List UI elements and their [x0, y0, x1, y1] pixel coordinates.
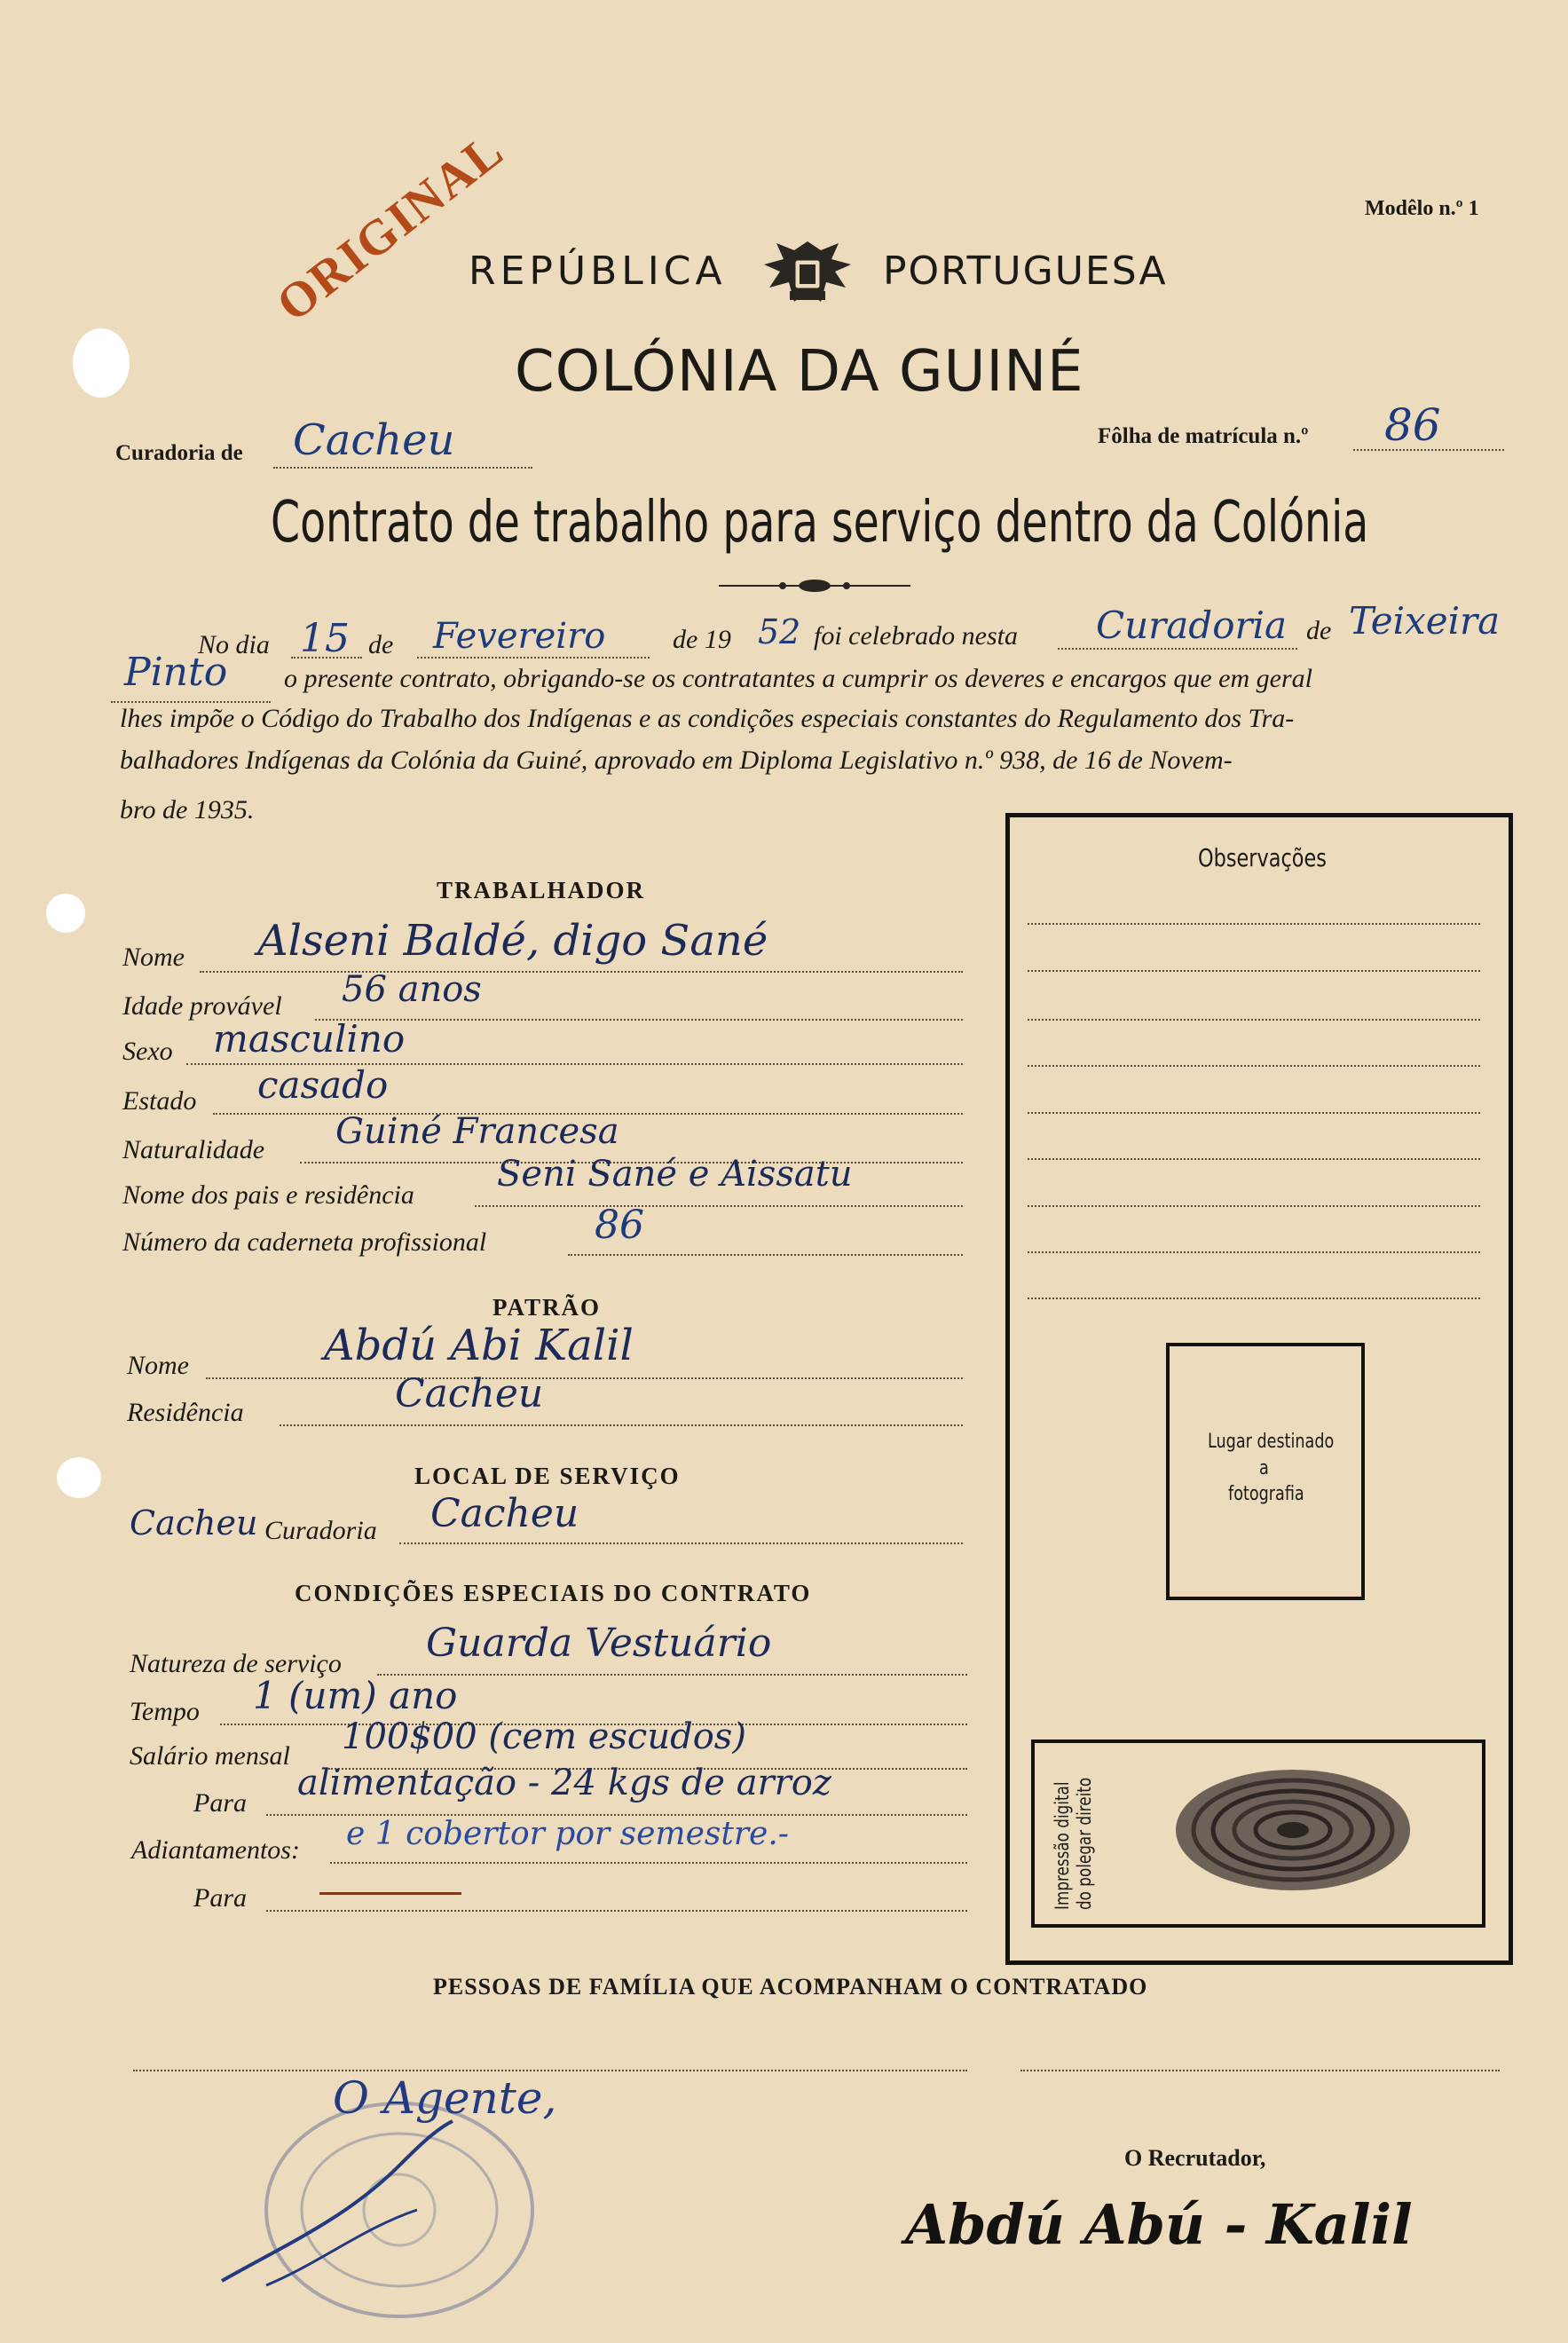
folha-label: Fôlha de matrícula n.º: [1098, 424, 1309, 448]
salario-value: 100$00 (cem escudos): [342, 1716, 746, 1757]
curadoria-value: Cacheu: [293, 415, 455, 465]
naturalidade-label: Naturalidade: [122, 1135, 265, 1164]
local2-value: Teixeira: [1349, 599, 1501, 643]
salario-label: Salário mensal: [130, 1741, 290, 1771]
pais-value: Seni Sané e Aissatu: [497, 1154, 853, 1195]
para-no-dia: No dia: [198, 630, 270, 659]
punch-hole-middle: [46, 894, 85, 933]
obs-line-9: [1028, 1298, 1480, 1299]
idade-label: Idade provável: [122, 991, 282, 1021]
contract-title: Contrato de trabalho para serviço dentro da Colónia: [271, 490, 1369, 556]
coat-of-arms-icon: [759, 238, 856, 316]
estado-label: Estado: [122, 1086, 197, 1116]
sexo-value: masculino: [213, 1017, 406, 1061]
dia-value: 15: [300, 616, 350, 661]
natureza-value: Guarda Vestuário: [426, 1621, 772, 1666]
patrao-nome-label: Nome: [127, 1351, 189, 1380]
folha-value: 86: [1384, 399, 1441, 451]
model-number: Modêlo n.º 1: [1365, 197, 1479, 220]
nome-line: [200, 971, 963, 973]
republica-right: PORTUGUESA: [883, 248, 1168, 294]
obs-line-8: [1028, 1251, 1480, 1253]
trabalhador-heading: TRABALHADOR: [437, 877, 646, 903]
pais-line: [475, 1205, 963, 1207]
nome-value: Alseni Baldé, digo Sané: [257, 916, 768, 966]
tempo-label: Tempo: [130, 1697, 200, 1726]
punch-hole-lower: [57, 1457, 101, 1498]
obs-line-3: [1028, 1019, 1480, 1021]
natureza-line: [377, 1674, 967, 1676]
familia-line-2: [1020, 2070, 1500, 2071]
sexo-label: Sexo: [122, 1037, 173, 1066]
thumbprint-icon: [1170, 1764, 1416, 1896]
adiantamentos-label: Adiantamentos:: [131, 1835, 300, 1865]
obs-line-6: [1028, 1158, 1480, 1160]
obs-line-7: [1028, 1205, 1480, 1207]
mes-line: [417, 657, 650, 659]
patrao-nome-line: [206, 1377, 963, 1379]
photo-line-1: Lugar destinado: [1208, 1431, 1335, 1453]
residencia-value: Cacheu: [395, 1371, 544, 1416]
para-line5: bro de 1935.: [120, 795, 255, 824]
curadoria-label: Curadoria de: [115, 441, 243, 465]
idade-line: [315, 1019, 963, 1021]
colony-title: COLÓNIA DA GUINÉ: [515, 339, 1084, 405]
ornament-divider: [717, 575, 912, 596]
obs-line-2: [1028, 970, 1480, 972]
thumb-line-1: Impressão digital: [1052, 1781, 1073, 1910]
para1-label: Para: [193, 1788, 247, 1818]
para2-label: Para: [193, 1883, 247, 1913]
familia-line-1: [133, 2070, 967, 2071]
obs-line-1: [1028, 923, 1480, 925]
local1-value: Curadoria: [1096, 604, 1288, 647]
mes-value: Fevereiro: [433, 616, 606, 657]
adiantamentos-value: e 1 cobertor por semestre.-: [346, 1816, 789, 1852]
familia-heading: PESSOAS DE FAMÍLIA QUE ACOMPANHAM O CONTRATADO: [433, 1974, 1148, 2000]
photo-line-2: a: [1259, 1457, 1269, 1479]
caderneta-line: [568, 1254, 963, 1256]
local-curadoria-line: [399, 1542, 963, 1544]
pais-label: Nome dos pais e residência: [122, 1180, 414, 1210]
local1-line: [1058, 648, 1297, 650]
tempo-value: 1 (um) ano: [253, 1674, 458, 1717]
recrutador-signature: Abdú Abú - Kalil: [905, 2192, 1413, 2257]
para-line3: lhes impõe o Código do Trabalho dos Indígenas e as condições especiais constantes do Regulamento dos Tra-: [120, 704, 1295, 733]
nome-label: Nome: [122, 943, 185, 972]
photo-line-3: fotografia: [1228, 1483, 1304, 1505]
republica-left: REPÚBLICA: [469, 248, 727, 294]
para-de-ano: de 19: [673, 625, 731, 654]
signature-strokes-icon: [213, 2112, 497, 2290]
para-celebrado: foi celebrado nesta: [814, 621, 1018, 651]
naturalidade-value: Guiné Francesa: [335, 1111, 619, 1152]
curadoria-line: [273, 467, 532, 469]
recrutador-label: O Recrutador,: [1124, 2145, 1266, 2171]
para-line4: balhadores Indígenas da Colónia da Guiné, aprovado em Diploma Legislativo n.º 938, de 16 de Novem-: [120, 746, 1233, 775]
caderneta-label: Número da caderneta profissional: [122, 1227, 487, 1257]
para-line2: o presente contrato, obrigando-se os contratantes a cumprir os deveres e encargos que em geral: [284, 664, 1312, 693]
para1-value: alimentação - 24 kgs de arroz: [297, 1763, 831, 1803]
observations-heading: Observações: [1198, 843, 1327, 872]
obs-line-4: [1028, 1065, 1480, 1067]
punch-hole-top: [73, 328, 130, 398]
patrao-nome-value: Abdú Abi Kalil: [324, 1321, 634, 1370]
adiantamentos-line: [330, 1862, 967, 1864]
obs-line-5: [1028, 1112, 1480, 1114]
local3-line: [111, 701, 271, 703]
local-curadoria-value: Cacheu: [430, 1491, 579, 1536]
para2-stroke: [319, 1892, 461, 1895]
thumb-line-2: do polegar direito: [1074, 1777, 1095, 1910]
local-curadoria-label: Curadoria: [264, 1516, 377, 1545]
agente-signature: O Agente,: [333, 2072, 557, 2124]
para-de2: de: [1306, 616, 1332, 645]
original-stamp: ORIGINAL: [266, 122, 515, 333]
condicoes-heading: CONDIÇÕES ESPECIAIS DO CONTRATO: [295, 1580, 812, 1606]
local-servico-heading: LOCAL DE SERVIÇO: [414, 1463, 681, 1489]
residencia-label: Residência: [127, 1398, 244, 1427]
patrao-heading: PATRÃO: [492, 1294, 601, 1321]
local3-value: Pinto: [124, 650, 228, 695]
residencia-line: [280, 1424, 963, 1426]
natureza-label: Natureza de serviço: [130, 1649, 342, 1678]
estado-value: casado: [257, 1063, 389, 1107]
para2-line: [266, 1910, 967, 1912]
ano-value: 52: [758, 612, 801, 651]
caderneta-value: 86: [595, 1203, 644, 1248]
idade-value: 56 anos: [342, 969, 482, 1010]
local-prefix-value: Cacheu: [130, 1503, 258, 1542]
para-de1: de: [368, 630, 394, 659]
